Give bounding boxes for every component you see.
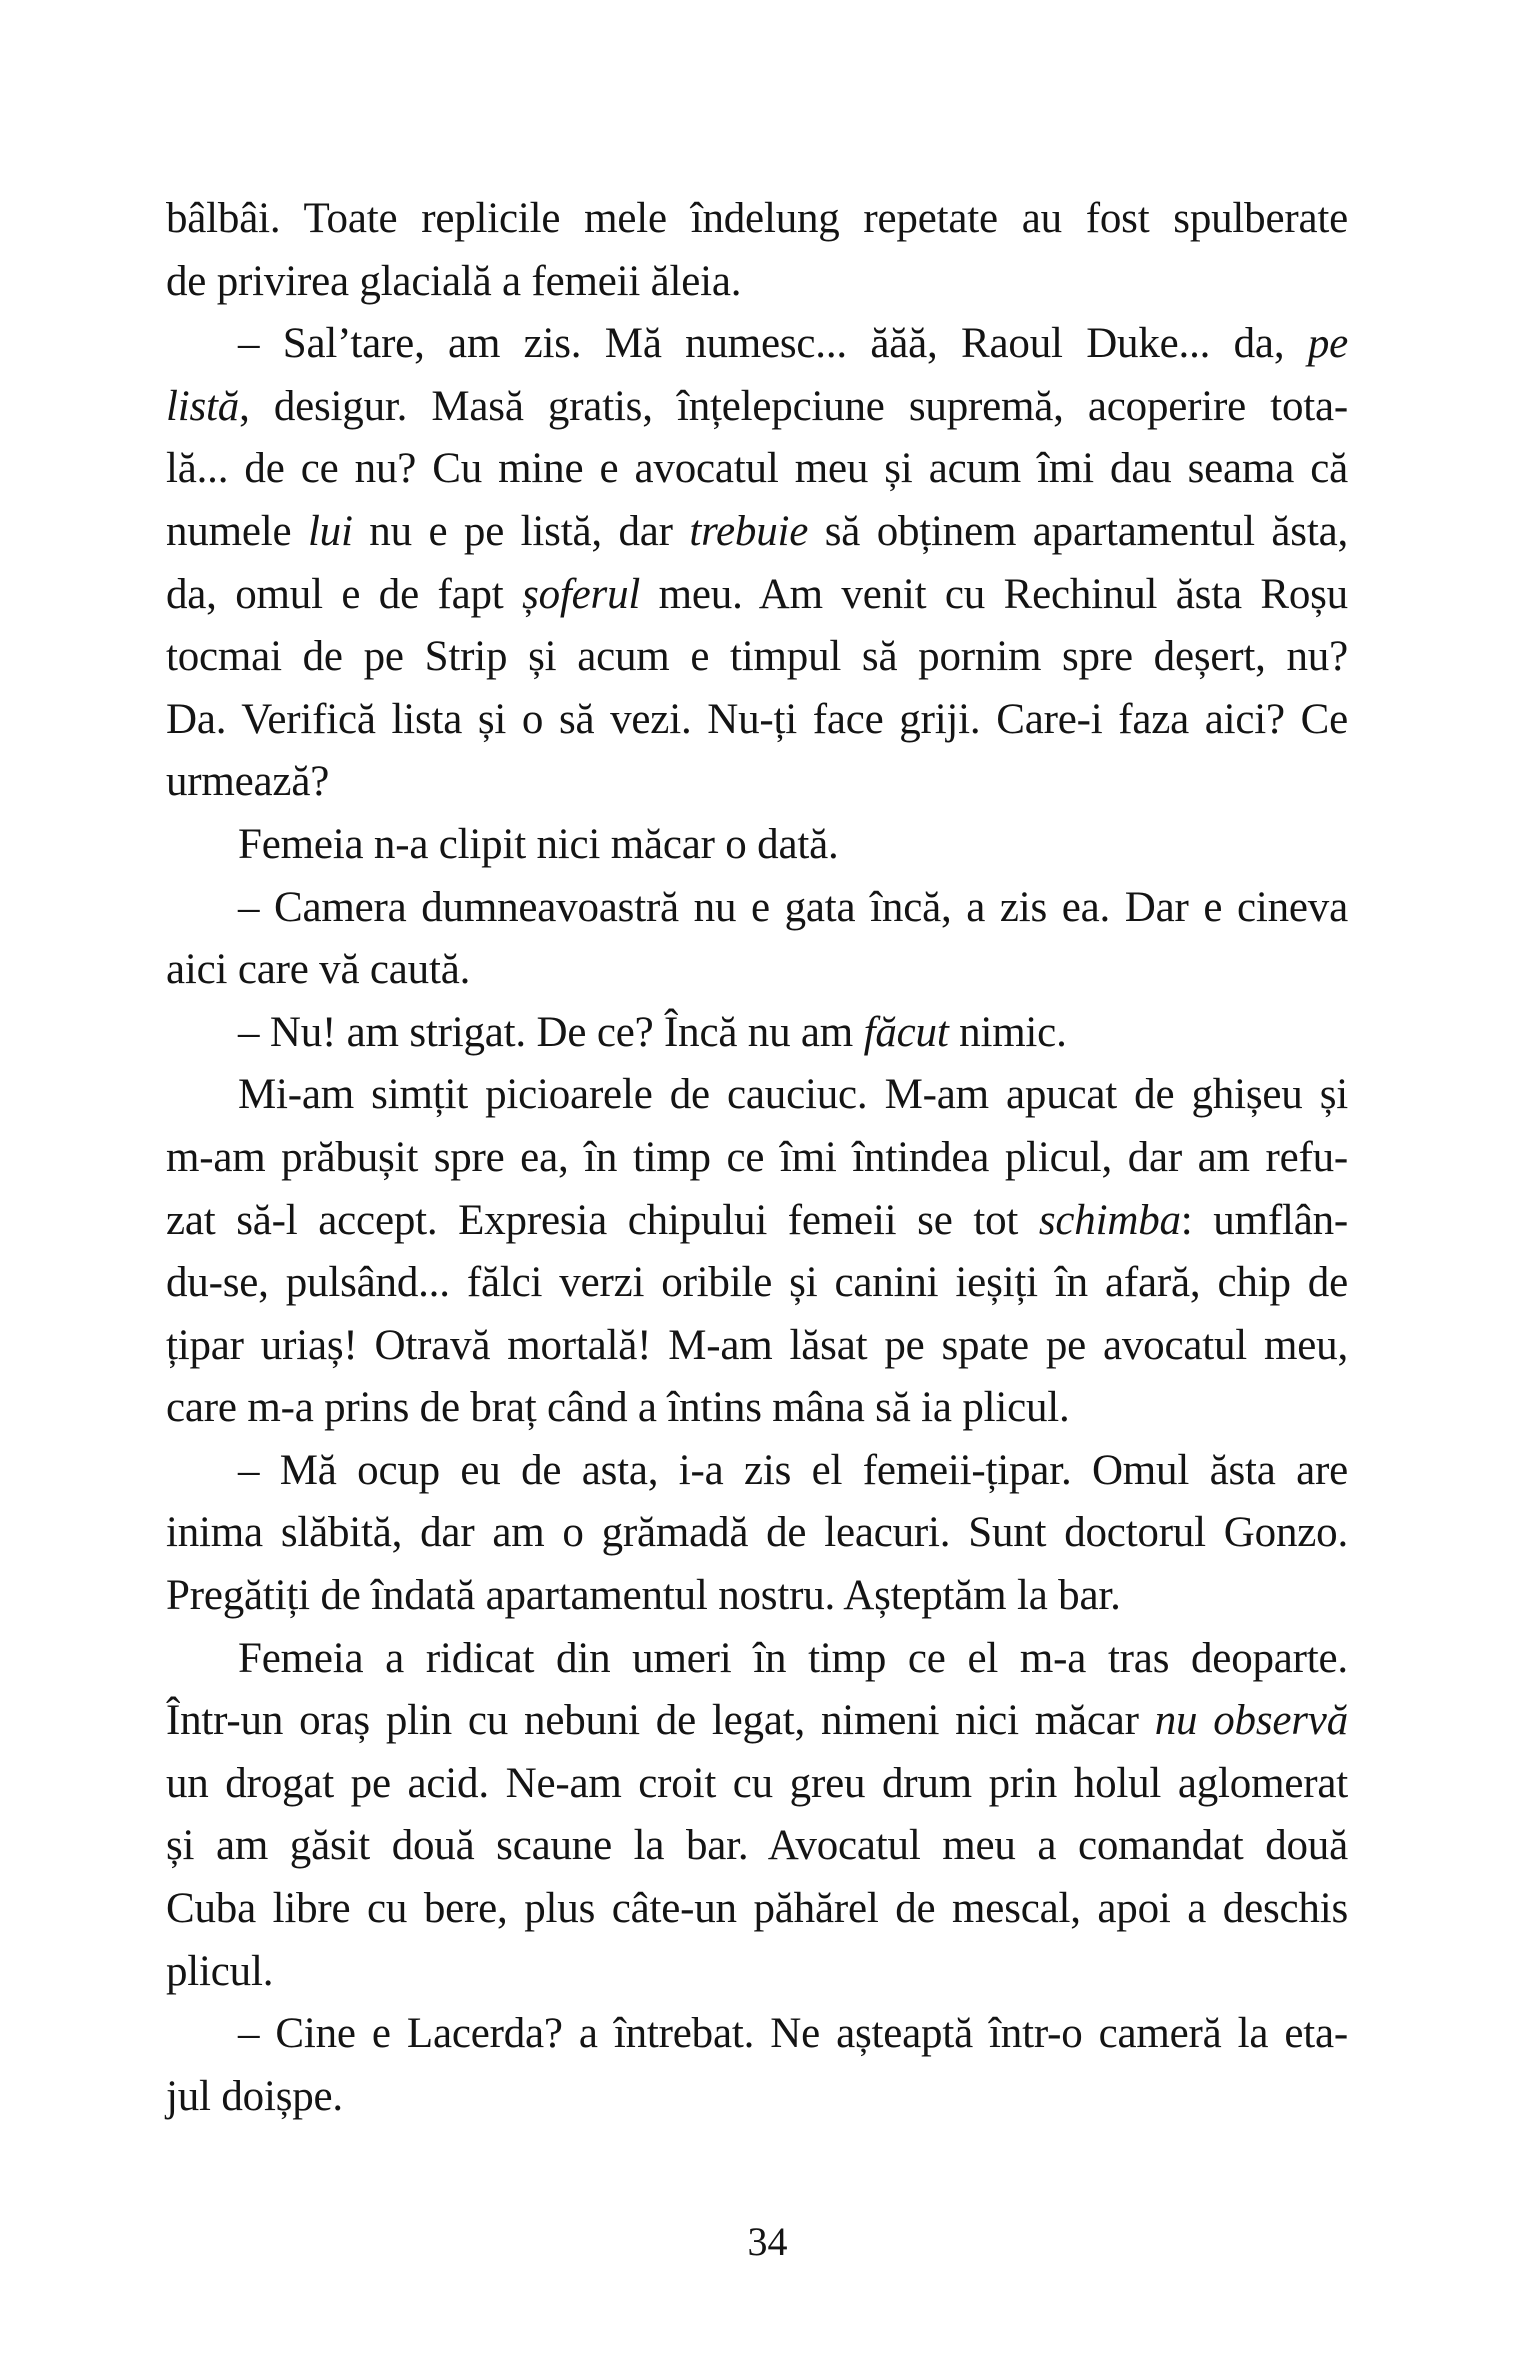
paragraph bbox=[166, 1064, 1348, 1440]
text-run: da, omul e de fapt bbox=[166, 570, 523, 618]
text-run: lă... de ce nu? Cu mine e avocatul meu și acum îmi dau seama că bbox=[166, 445, 1348, 493]
text-run: numele bbox=[166, 507, 308, 555]
paragraph bbox=[166, 1002, 1348, 1065]
text-line bbox=[166, 188, 1348, 251]
italic-text-run: schimba bbox=[1038, 1196, 1181, 1244]
text-run: Într-un oraș plin cu nebuni de legat, nimeni nici măcar bbox=[166, 1697, 1155, 1745]
text-run: , desigur. Masă gratis, înțelepciune supremă, acoperire tota- bbox=[239, 382, 1348, 430]
text-line bbox=[166, 2003, 1348, 2066]
text-line bbox=[166, 376, 1348, 439]
text-line bbox=[166, 1190, 1348, 1253]
text-run: Cuba libre cu bere, plus câte-un păhărel de mescal, apoi a deschis bbox=[166, 1885, 1348, 1933]
text-line bbox=[166, 1878, 1348, 1941]
text-line bbox=[166, 751, 1348, 814]
text-line bbox=[166, 1252, 1348, 1315]
text-line bbox=[166, 1502, 1348, 1565]
italic-text-run: listă bbox=[166, 382, 240, 430]
text-line bbox=[166, 1628, 1348, 1691]
italic-text-run: șoferul bbox=[522, 570, 641, 618]
text-run: Femeia n-a clipit nici măcar o dată. bbox=[238, 820, 839, 868]
text-line bbox=[166, 1565, 1348, 1628]
text-run: inima slăbită, dar am o grămadă de leacuri. Sunt doctorul Gonzo. bbox=[166, 1509, 1348, 1557]
paragraph bbox=[166, 814, 1348, 877]
text-run: să obținem apartamentul ăsta, bbox=[808, 507, 1348, 555]
text-run: jul doișpe. bbox=[166, 2072, 343, 2120]
text-run: zat să-l accept. Expresia chipului femeii se tot bbox=[166, 1196, 1039, 1244]
text-run: Pregătiți de îndată apartamentul nostru. Așteptăm la bar. bbox=[166, 1572, 1121, 1620]
text-run: un drogat pe acid. Ne-am croit cu greu drum prin holul aglomerat bbox=[166, 1759, 1348, 1807]
text-line bbox=[166, 501, 1348, 564]
text-run: aici care vă caută. bbox=[166, 946, 471, 994]
text-run: m-am prăbușit spre ea, în timp ce îmi întindea plicul, dar am refu- bbox=[166, 1133, 1348, 1181]
text-run: care m-a prins de braț când a întins mâna să ia plicul. bbox=[166, 1384, 1070, 1432]
text-run: du-se, pulsând... fălci verzi oribile și canini ieșiți în afară, chip de bbox=[166, 1259, 1348, 1307]
text-line bbox=[166, 1753, 1348, 1816]
text-run: : umflân- bbox=[1180, 1196, 1349, 1244]
italic-text-run: făcut bbox=[863, 1008, 949, 1056]
text-line bbox=[166, 1002, 1348, 1065]
text-line bbox=[166, 626, 1348, 689]
text-run: nu e pe listă, dar bbox=[352, 507, 690, 555]
text-line bbox=[166, 689, 1348, 752]
text-run: plicul. bbox=[166, 1947, 274, 1995]
text-line bbox=[166, 1690, 1348, 1753]
text-line bbox=[166, 1377, 1348, 1440]
text-line bbox=[166, 939, 1348, 1002]
text-run: Mi-am simțit picioarele de cauciuc. M-am apucat de ghișeu și bbox=[238, 1071, 1348, 1119]
text-line bbox=[166, 313, 1348, 376]
text-line bbox=[166, 814, 1348, 877]
italic-text-run: lui bbox=[307, 507, 353, 555]
page-text bbox=[166, 188, 1348, 2128]
text-run: – Mă ocup eu de asta, i-a zis el femeii-țipar. Omul ăsta are bbox=[238, 1446, 1348, 1494]
paragraph bbox=[166, 1440, 1348, 1628]
text-line bbox=[166, 1127, 1348, 1190]
text-line bbox=[166, 1315, 1348, 1378]
text-run: – Camera dumneavoastră nu e gata încă, a zis ea. Dar e cineva bbox=[238, 883, 1348, 931]
text-line bbox=[166, 1440, 1348, 1503]
text-run: și am găsit două scaune la bar. Avocatul meu a comandat două bbox=[166, 1822, 1348, 1870]
text-run: de privirea glacială a femeii ăleia. bbox=[166, 257, 742, 305]
text-line bbox=[166, 564, 1348, 627]
text-run: țipar uriaș! Otravă mortală! M-am lăsat pe spate pe avocatul meu, bbox=[166, 1321, 1348, 1369]
text-run: nimic. bbox=[948, 1008, 1067, 1056]
text-run: Femeia a ridicat din umeri în timp ce el m-a tras deoparte. bbox=[238, 1634, 1348, 1682]
text-run: – Nu! am strigat. De ce? Încă nu am bbox=[238, 1008, 864, 1056]
text-line bbox=[166, 1064, 1348, 1127]
text-line bbox=[166, 877, 1348, 940]
paragraph bbox=[166, 877, 1348, 1002]
text-run: Da. Verifică lista și o să vezi. Nu-ți face griji. Care-i faza aici? Ce bbox=[166, 695, 1348, 743]
text-run: meu. Am venit cu Rechinul ăsta Roșu bbox=[640, 570, 1348, 618]
text-line bbox=[166, 1941, 1348, 2004]
paragraph bbox=[166, 1628, 1348, 2004]
paragraph bbox=[166, 2003, 1348, 2128]
text-line bbox=[166, 438, 1348, 501]
italic-text-run: pe bbox=[1307, 320, 1348, 368]
text-line bbox=[166, 251, 1348, 314]
text-line bbox=[166, 1815, 1348, 1878]
paragraph bbox=[166, 313, 1348, 814]
page-number: 34 bbox=[747, 2219, 788, 2264]
text-run: – Sal’tare, am zis. Mă numesc... ăăă, Raoul Duke... da, bbox=[238, 320, 1308, 368]
text-run: tocmai de pe Strip și acum e timpul să pornim spre deșert, nu? bbox=[166, 633, 1348, 681]
paragraph bbox=[166, 188, 1348, 313]
italic-text-run: nu observă bbox=[1154, 1697, 1348, 1745]
text-line bbox=[166, 2066, 1348, 2129]
text-run: bâlbâi. Toate replicile mele îndelung repetate au fost spulberate bbox=[166, 195, 1348, 242]
italic-text-run: trebuie bbox=[689, 507, 809, 555]
text-run: urmează? bbox=[166, 758, 330, 806]
text-run: – Cine e Lacerda? a întrebat. Ne așteaptă într-o cameră la eta- bbox=[238, 2010, 1348, 2058]
